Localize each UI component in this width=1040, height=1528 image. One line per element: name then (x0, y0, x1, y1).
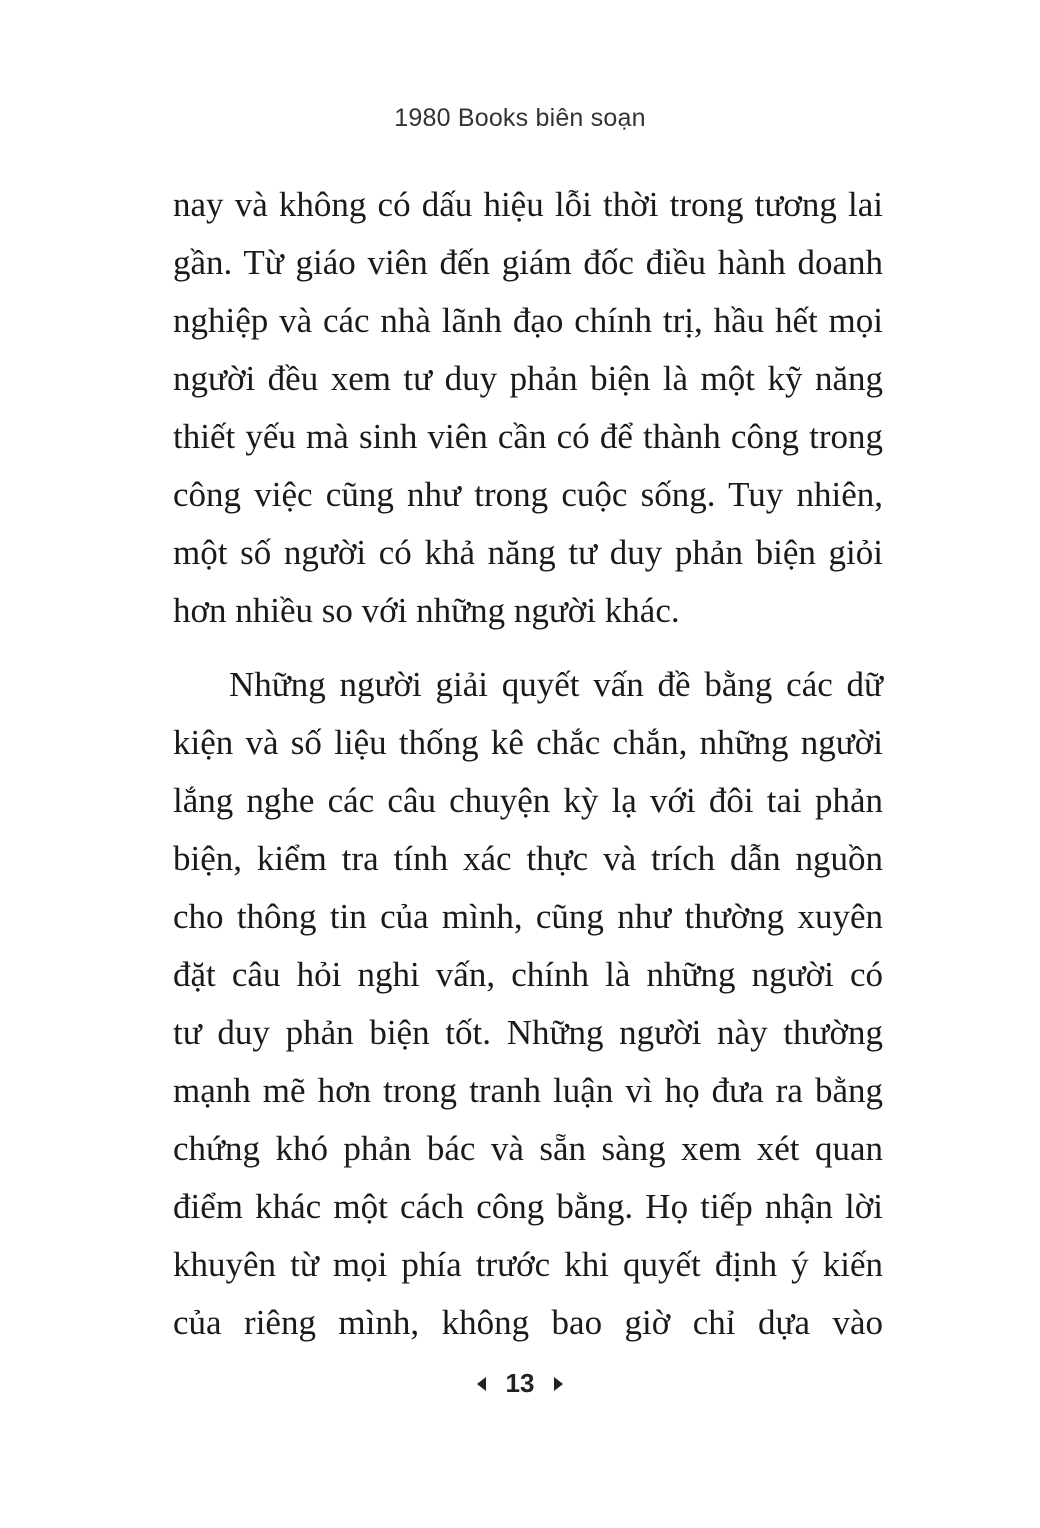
running-header: 1980 Books biên soạn (394, 104, 646, 132)
paragraph-spacer (173, 640, 883, 656)
text-line: mạnh mẽ hơn trong tranh luận vì họ đưa ra bằng (173, 1071, 883, 1110)
text-line: thiết yếu mà sinh viên cần có để thành công trong (173, 417, 883, 456)
text-line: lắng nghe các câu chuyện kỳ lạ với đôi tai phản (173, 781, 883, 820)
triangle-left-icon (477, 1377, 486, 1391)
text-line: gần. Từ giáo viên đến giám đốc điều hành doanh (173, 243, 883, 282)
text-line: chứng khó phản bác và sẵn sàng xem xét quan (173, 1129, 883, 1168)
text-line: công việc cũng như trong cuộc sống. Tuy nhiên, (173, 475, 883, 514)
text-line: nay và không có dấu hiệu lỗi thời trong tương lai (173, 185, 883, 224)
text-line: hơn nhiều so với những người khác. (173, 591, 680, 630)
text-line: khuyên từ mọi phía trước khi quyết định ý kiến (173, 1245, 883, 1284)
triangle-right-icon (554, 1377, 563, 1391)
text-line: kiện và số liệu thống kê chắc chắn, những người (173, 723, 883, 762)
text-line: người đều xem tư duy phản biện là một kỹ năng (173, 359, 883, 398)
text-line: biện, kiểm tra tính xác thực và trích dẫn nguồn (173, 839, 883, 878)
text-line: tư duy phản biện tốt. Những người này thường (173, 1013, 883, 1052)
text-line: đặt câu hỏi nghi vấn, chính là những người có (173, 955, 883, 994)
paragraph-2 (173, 656, 883, 1352)
text-line: nghiệp và các nhà lãnh đạo chính trị, hầu hết mọi (173, 301, 883, 340)
body-text (173, 176, 883, 1352)
page-footer (0, 1368, 1040, 1399)
paragraph-1 (173, 176, 883, 640)
text-line: cho thông tin của mình, cũng như thường xuyên (173, 897, 883, 936)
page-number: 13 (505, 1368, 535, 1398)
text-line: điểm khác một cách công bằng. Họ tiếp nhận lời (173, 1187, 883, 1226)
text-line: Những người giải quyết vấn đề bằng các dữ (229, 665, 883, 704)
text-line: của riêng mình, không bao giờ chỉ dựa vào (173, 1303, 883, 1342)
text-line: một số người có khả năng tư duy phản biện giỏi (173, 533, 883, 572)
